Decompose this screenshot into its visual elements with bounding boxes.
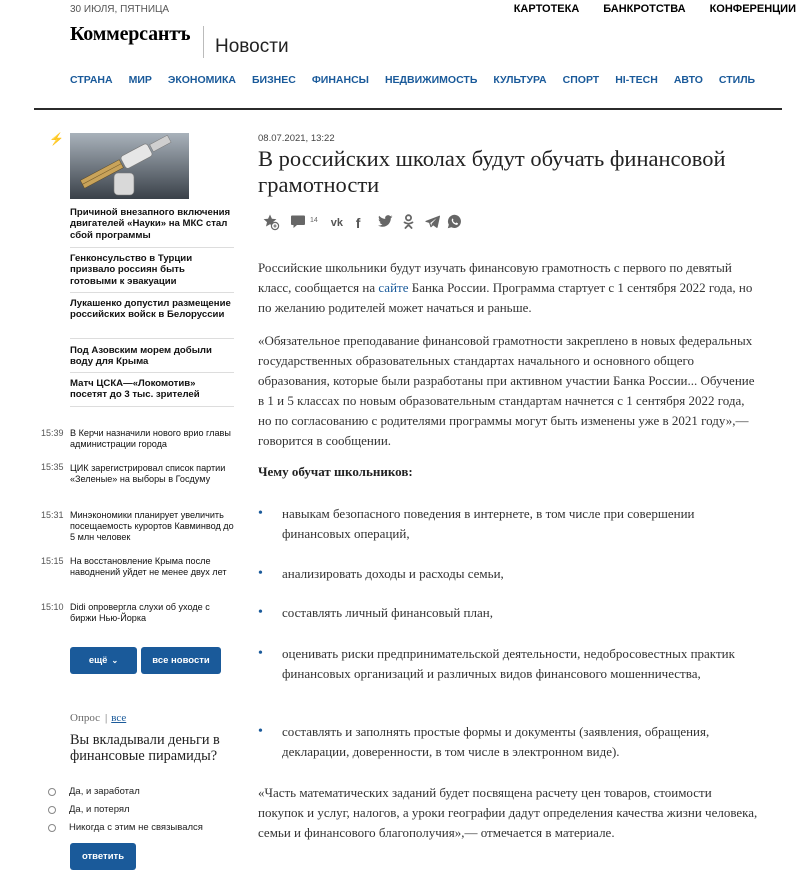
poll-header (70, 712, 126, 724)
feed-item[interactable]: На восстановление Крыма после наводнений уйдет не менее двух лет (70, 556, 227, 577)
main-nav (70, 74, 755, 86)
top-news-item[interactable]: Генконсульство в Турции призвало россиян быть готовыми к эвакуации (70, 253, 193, 287)
radio-button[interactable] (48, 788, 56, 796)
list-item (258, 722, 758, 762)
nav-item-sport[interactable]: СПОРТ (562, 74, 600, 86)
poll-option-label: Да, и заработал (69, 786, 140, 797)
article-title: В российских школах будут обучать финансовой грамотности (258, 146, 726, 197)
top-link-bankrotstva[interactable]: БАНКРОТСТВА (603, 3, 686, 15)
all-news-button[interactable]: все новости (141, 647, 221, 674)
space-station-picture (70, 133, 189, 199)
bullet-icon: • (258, 566, 263, 581)
article-paragraph: «Часть математических заданий будет посвящена расчету цен товаров, стоимости покупок и услуг, налогов, а уроки географии дадут определения качества жизни человека, семьи и финансового благополучия»,— отмечается в материале. (258, 785, 758, 840)
poll-label: Опрос (70, 712, 100, 724)
feed-time: 15:10 (41, 602, 64, 612)
chevron-down-icon: ⌄ (111, 656, 119, 665)
header-divider (34, 108, 782, 110)
poll-submit-button[interactable]: ответить (70, 843, 136, 870)
nav-item-ekonomika[interactable]: ЭКОНОМИКА (167, 74, 236, 86)
nav-item-hitech[interactable]: HI-TECH (615, 74, 658, 86)
article-paragraph (258, 258, 758, 318)
favorite-star-icon[interactable] (262, 213, 284, 234)
feed-item[interactable]: ЦИК зарегистрировал список партии «Зеленые» на выборы в Госдуму (70, 463, 226, 484)
list-item (258, 564, 758, 584)
feed-time: 15:35 (41, 462, 64, 472)
share-bar (262, 213, 463, 233)
top-news-item[interactable]: Лукашенко допустил размещение российских войск в Белоруссии (70, 298, 231, 321)
poll-header-separator: | (105, 712, 108, 724)
nav-item-kultura[interactable]: КУЛЬТУРА (493, 74, 547, 86)
nav-item-mir[interactable]: МИР (128, 74, 152, 86)
feed-time: 15:15 (41, 556, 64, 566)
divider (70, 247, 234, 248)
nav-item-avto[interactable]: АВТО (673, 74, 703, 86)
list-item-text: оценивать риски предпринимательской деятельности, недобросовестных практик финансовых организаций и различных видов финансового мошенничества, (282, 646, 735, 681)
comments-count: 14 (310, 216, 318, 224)
list-item-text: навыкам безопасного поведения в интернете, в том числе при совершении финансовых операций, (282, 506, 695, 541)
top-news-item[interactable]: Матч ЦСКА—«Локомотив» посетят до 3 тыс. зрителей (70, 378, 200, 401)
radio-button[interactable] (48, 806, 56, 814)
bullet-icon: • (258, 646, 263, 661)
feed-item[interactable]: В Керчи назначили нового врио главы администрации города (70, 428, 231, 449)
comments-icon[interactable] (290, 214, 306, 232)
list-item (258, 603, 758, 623)
whatsapp-icon[interactable] (447, 214, 463, 232)
paragraph-text: Банка России. Программа стартует с 1 сентября 2022 года, но по желанию родителей может начаться и раньше. (258, 280, 753, 315)
logo-divider (203, 26, 204, 58)
section-title[interactable]: Новости (215, 36, 289, 57)
bullet-icon: • (258, 724, 263, 739)
feed-time: 15:31 (41, 510, 64, 520)
list-item-text: анализировать доходы и расходы семьи, (282, 566, 504, 581)
top-news-photo[interactable] (70, 133, 189, 199)
top-link-kartoteka[interactable]: КАРТОТЕКА (513, 3, 580, 15)
poll-option[interactable] (48, 786, 140, 797)
source-link[interactable]: сайте (378, 280, 409, 295)
vk-icon[interactable]: vk (330, 217, 344, 229)
bullet-icon: • (258, 506, 263, 521)
more-news-button[interactable] (70, 647, 137, 674)
article-paragraph: «Обязательное преподавание финансовой грамотности закреплено в новых федеральных государственных образовательных стандартах начального и основного общего образования, которые были разработаны при активном участии Банка России... Обучение в 1 и 5 классах по новым образовательным стандартам начнется с 1 сентября 2022 года, но по согласованию с родителями программы могут быть изменены уже в 2021 году»,— говорится в сообщении. (258, 333, 755, 448)
more-news-label: ещё (88, 655, 108, 666)
list-item (258, 504, 758, 544)
radio-button[interactable] (48, 824, 56, 832)
nav-item-stil[interactable]: СТИЛЬ (718, 74, 756, 86)
article-datetime: 08.07.2021, 13:22 (258, 133, 335, 144)
article-subheading: Чему обучат школьников: (258, 464, 413, 479)
feed-item[interactable]: Минэкономики планирует увеличить посещаемость курортов Кавминвод до 5 млн человек (70, 510, 234, 542)
telegram-icon[interactable] (425, 215, 441, 231)
list-item (258, 644, 758, 704)
divider (70, 372, 234, 373)
top-links (513, 3, 796, 15)
poll-option-label: Да, и потерял (69, 804, 130, 815)
poll-option[interactable] (48, 804, 130, 815)
nav-item-strana[interactable]: СТРАНА (70, 74, 113, 86)
poll-all-link[interactable]: все (111, 712, 127, 724)
divider (70, 338, 234, 339)
feed-time: 15:39 (41, 428, 64, 438)
nav-item-nedvizhimost[interactable]: НЕДВИЖИМОСТЬ (384, 74, 478, 86)
top-link-konferencii[interactable]: КОНФЕРЕНЦИИ (709, 3, 796, 15)
feed-item[interactable]: Didi опровергла слухи об уходе с биржи Нью-Йорка (70, 602, 210, 623)
nav-item-finansy[interactable]: ФИНАНСЫ (311, 74, 369, 86)
paragraph-text: Российские школьники будут изучать финансовую грамотность с первого по девятый класс, сообщается на (258, 260, 732, 295)
facebook-icon[interactable]: f (355, 215, 361, 231)
header-date: 30 ИЮЛЯ, ПЯТНИЦА (70, 4, 170, 15)
divider (70, 406, 234, 407)
top-news-item[interactable]: Причиной внезапного включения двигателей «Науки» на МКС стал сбой программы (70, 207, 231, 241)
bullet-icon: • (258, 605, 263, 620)
top-news-item[interactable]: Под Азовским морем добыли воду для Крыма (70, 345, 212, 368)
twitter-icon[interactable] (378, 215, 395, 231)
odnoklassniki-icon[interactable] (403, 214, 417, 232)
list-item-text: составлять и заполнять простые формы и документы (заявления, обращения, декларации, доверенности, в том числе в электронном виде). (282, 724, 710, 759)
lightning-icon: ⚡ (49, 132, 64, 146)
nav-item-biznes[interactable]: БИЗНЕС (251, 74, 296, 86)
poll-question: Вы вкладывали деньги в финансовые пирамиды? (70, 732, 220, 764)
poll-option-label: Никогда с этим не связывался (69, 822, 203, 833)
divider (70, 292, 234, 293)
list-item-text: составлять личный финансовый план, (282, 605, 493, 620)
site-logo[interactable]: Коммерсантъ (70, 23, 191, 45)
poll-option[interactable] (48, 822, 203, 833)
